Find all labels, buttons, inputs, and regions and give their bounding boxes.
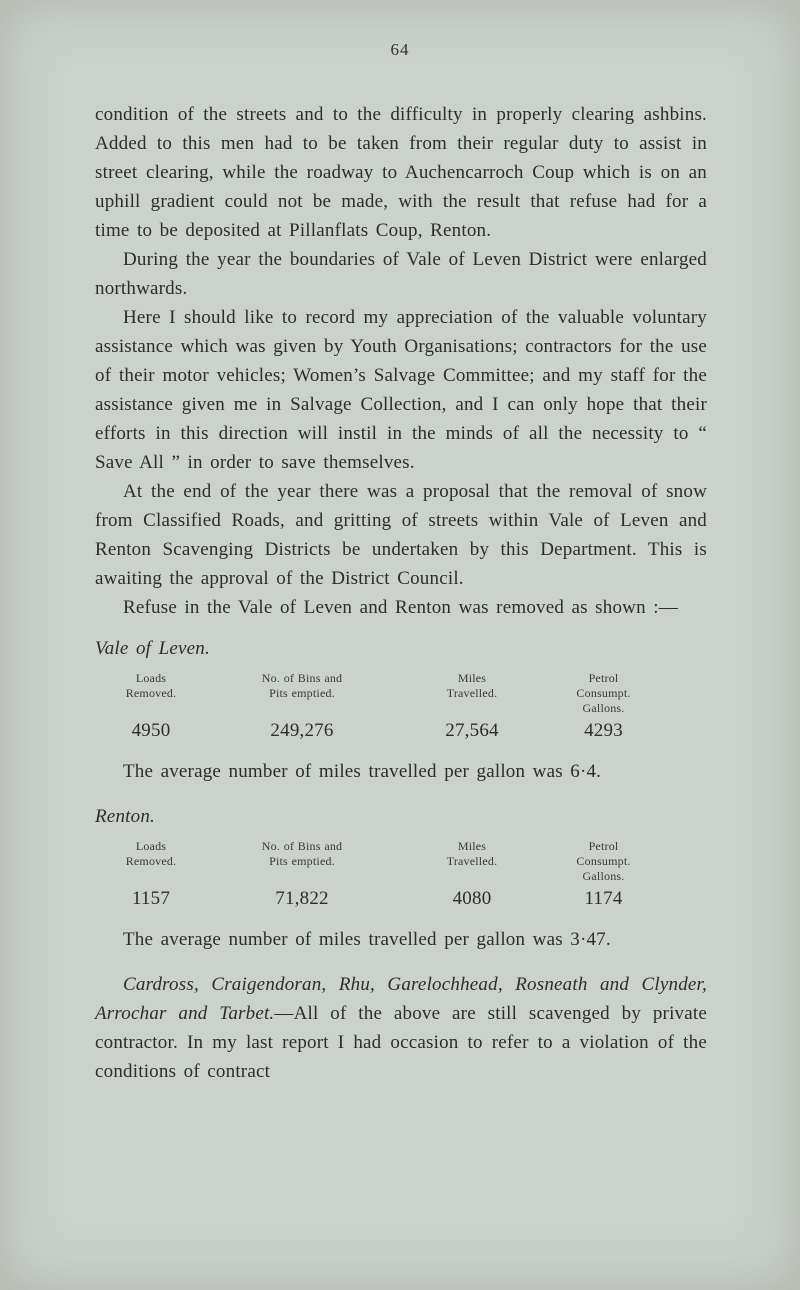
header-line: Miles xyxy=(457,839,487,853)
header-line: Gallons. xyxy=(582,701,625,715)
average-mpg-note-renton: The average number of miles travelled per gallon was 3·47. xyxy=(123,929,611,950)
stat-column-miles xyxy=(397,839,547,911)
stat-column-loads xyxy=(95,839,207,911)
stat-value: 1157 xyxy=(131,888,171,909)
header-line: Removed. xyxy=(125,854,177,868)
paragraph-streets-condition: condition of the streets and to the difficulty in properly clearing ashbins. Added to this men had to be taken from their regular duty to assist in street clearing, while the roadway to Auchencarroch Coup which is on an uphill gradient could not be made, with the result that refuse had for a time to be deposited at Pillanflats Coup, Renton. xyxy=(95,104,707,241)
header-line: Petrol xyxy=(588,839,619,853)
header-line: Loads xyxy=(135,671,167,685)
header-line: Travelled. xyxy=(446,854,498,868)
table-title-renton: Renton. xyxy=(95,806,155,827)
column-header xyxy=(95,671,207,719)
page-content xyxy=(95,100,707,1086)
stat-value: 4080 xyxy=(452,888,492,909)
place-names-italic: Cardross, Craigendoran, Rhu, Garelochhead, Rosneath and Clynder, Arrochar and Tarbet. xyxy=(95,974,707,1024)
stat-value: 27,564 xyxy=(445,720,499,741)
stat-value: 4950 xyxy=(131,720,171,741)
stat-column-bins xyxy=(207,671,397,743)
stat-value: 71,822 xyxy=(275,888,329,909)
header-line: Removed. xyxy=(125,686,177,700)
stat-value: 4293 xyxy=(584,720,623,741)
column-header xyxy=(207,839,397,887)
stat-column-bins xyxy=(207,839,397,911)
stats-columns xyxy=(95,839,660,911)
header-line: Pits emptied. xyxy=(269,854,335,868)
header-line: Petrol xyxy=(588,671,619,685)
header-line: Travelled. xyxy=(446,686,498,700)
paragraph-private-contractor xyxy=(95,970,707,1086)
column-header xyxy=(547,839,660,887)
header-line: Pits emptied. xyxy=(269,686,335,700)
table-title-vale-of-leven: Vale of Leven. xyxy=(95,638,210,659)
vale-of-leven-stats-table xyxy=(95,634,707,786)
column-header xyxy=(95,839,207,887)
stats-columns xyxy=(95,671,660,743)
renton-stats-table xyxy=(95,802,707,954)
column-header xyxy=(397,671,547,719)
page-number: 64 xyxy=(390,40,410,59)
header-line: Gallons. xyxy=(582,869,625,883)
average-mpg-note-vale: The average number of miles travelled per gallon was 6·4. xyxy=(123,761,602,782)
column-header xyxy=(397,839,547,887)
header-line: Miles xyxy=(457,671,487,685)
column-header xyxy=(547,671,660,719)
paragraph-refuse-intro: Refuse in the Vale of Leven and Renton was removed as shown :— xyxy=(123,597,678,618)
paragraph-appreciation: Here I should like to record my appreciation of the valuable voluntary assistance which was given by Youth Organisations; contractors for the use of their motor vehicles; Women’s Salvage Committee; and my staff for the assistance given me in Salvage Collection, and I can only hope that their efforts in this direction will instil in the minds of all the necessity to “ Save All ” in order to save themselves. xyxy=(95,307,707,473)
stat-column-petrol xyxy=(547,671,660,743)
paragraph-boundaries: During the year the boundaries of Vale of Leven District were enlarged northwards. xyxy=(95,249,707,299)
header-line: No. of Bins and xyxy=(261,671,343,685)
header-line: Consumpt. xyxy=(576,686,631,700)
header-line: No. of Bins and xyxy=(261,839,343,853)
paragraph-snow-removal: At the end of the year there was a proposal that the removal of snow from Classified Roads, and gritting of streets within Vale of Leven and Renton Scavenging Districts be undertaken by this Department. This is awaiting the approval of the District Council. xyxy=(95,481,707,589)
stat-value: 249,276 xyxy=(270,720,334,741)
column-header xyxy=(207,671,397,719)
stat-column-loads xyxy=(95,671,207,743)
stat-value: 1174 xyxy=(584,888,623,909)
closing-text: —All of the above are still scavenged by private contractor. In my last report I had occasion to refer to a violation of the conditions of contract xyxy=(95,1003,707,1082)
stat-column-miles xyxy=(397,671,547,743)
header-line: Consumpt. xyxy=(576,854,631,868)
stat-column-petrol xyxy=(547,839,660,911)
header-line: Loads xyxy=(135,839,167,853)
